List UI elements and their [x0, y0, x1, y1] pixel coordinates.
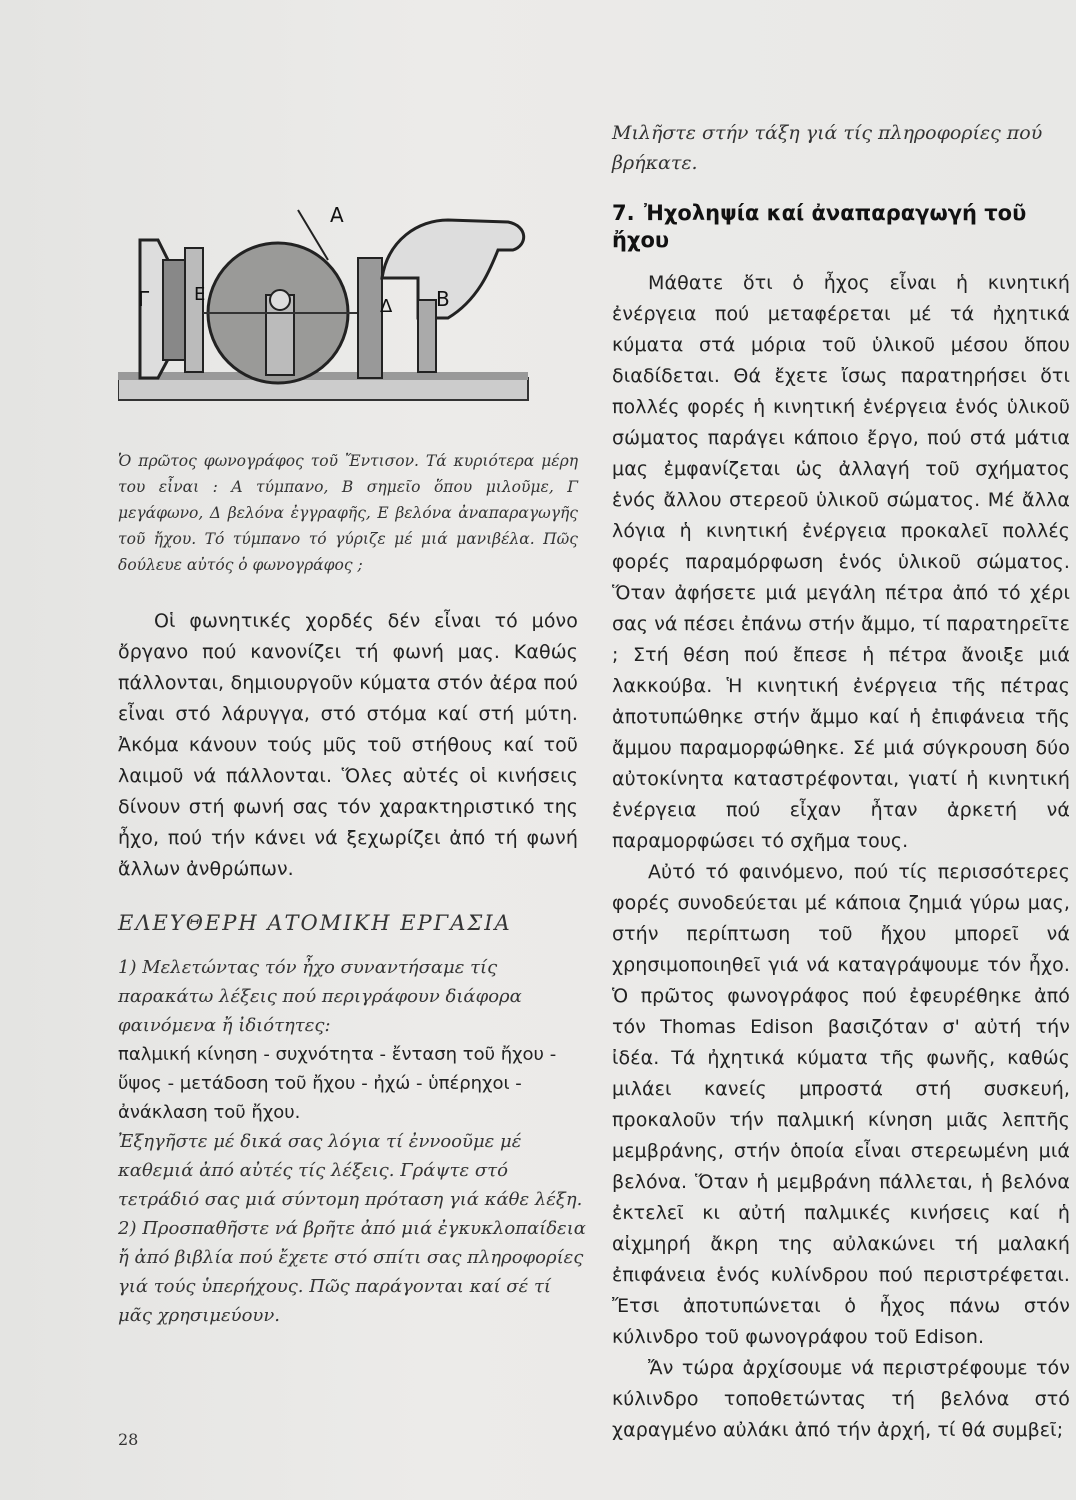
task2-text: 2) Προσπαθῆστε νά βρῆτε ἀπό μιά ἐγκυκλοπαίδεια ἤ ἀπό βιβλία πού ἔχετε στό σπίτι σας πληροφορίες γιά τούς ὑπερήχους. Πῶς παράγονται καί σέ τί μᾶς χρησιμεύουν.	[118, 1218, 586, 1326]
left-column	[118, 200, 588, 1330]
page-number: 28	[118, 1430, 139, 1449]
right-column	[612, 118, 1070, 1446]
task1-instructions: Ἐξηγῆστε μέ δικά σας λόγια τί ἐννοοῦμε μέ καθεμιά ἀπό αὐτές τίς λέξεις. Γράψτε στό τετράδιό σας μιά σύντομη πρόταση γιά κάθε λέξη.	[118, 1131, 583, 1210]
figure-caption: Ὁ πρῶτος φωνογράφος τοῦ Ἔντισον. Τά κυριότερα μέρη του εἶναι : Α τύμπανο, Β σημεῖο ὅπου μιλοῦμε, Γ μεγάφωνο, Δ βελόνα ἐγγραφῆς, Ε βελόνα ἀναπαραγωγῆς τοῦ ἤχου. Τό τύμπανο τό γύριζε μέ μιά μανιβέλα. Πῶς δούλευε αὐτός ὁ φωνογράφος ;	[118, 452, 578, 574]
task1-words: παλμική κίνηση - συχνότητα - ἔνταση τοῦ ἤχου - ὕψος - μετάδοση τοῦ ἤχου - ἠχώ - ὑπέρηχοι - ἀνάκλαση τοῦ ἤχου.	[118, 1044, 557, 1123]
task1-intro: 1) Μελετώντας τόν ἦχο συναντήσαμε τίς παρακάτω λέξεις πού περιγράφουν διάφορα φαινόμενα ἤ ἰδιότητες:	[118, 957, 522, 1036]
phonograph-illustration	[118, 200, 498, 420]
label-E: Ε	[194, 284, 206, 305]
label-B: Β	[436, 287, 450, 311]
energy-paragraph: Μάθατε ὅτι ὁ ἦχος εἶναι ἡ κινητική ἐνέργεια πού μεταφέρεται μέ τά ἠχητικά κύματα στά μόρια τοῦ ὑλικοῦ μέσου ὅπου διαδίδεται. Θά ἔχετε ἴσως παρατηρήσει ὅτι πολλές φορές ἡ κινητική ἐνέργεια ἑνός ὑλικοῦ σώματος παράγει κάποιο ἔργο, πού στά μάτια μας ἐμφανίζεται ὡς ἀλλαγή τοῦ σχήματος ἑνός ἄλλου στερεοῦ ὑλικοῦ σώματος. Μέ ἄλλα λόγια ἡ κινητική ἐνέργεια προκαλεῖ πολλές φορές παραμόρφωση ἑνός ὑλικοῦ σώματος. Ὅταν ἀφήσετε μιά μεγάλη πέτρα ἀπό τό χέρι σας νά πέσει ἐπάνω στήν ἄμμο, τί παρατηρεῖτε ; Στή θέση πού ἔπεσε ἡ πέτρα ἄνοιξε μιά λακκούβα. Ἡ κινητική ἐνέργεια τῆς πέτρας ἀποτυπώθηκε στήν ἄμμο καί ἡ ἐπιφάνεια τῆς ἄμμου παραμορφώθηκε. Σέ μιά σύγκρουση δύο αὐτοκίνητα καταστρέφονται, γιατί ἡ κινητική ἐνέργεια πού εἶχαν ἦταν ἀρκετή νά παραμορφώσει τό σχῆμα τους.	[612, 272, 1070, 852]
label-G: Γ	[138, 287, 150, 311]
section-title: Ἠχοληψία καί ἀναπαραγωγή τοῦ ἤχου	[612, 201, 1027, 252]
section-heading	[612, 200, 1070, 254]
label-D: Δ	[380, 296, 393, 317]
section-number: 7.	[612, 201, 635, 225]
label-A: Α	[330, 203, 344, 227]
phonograph-drawing	[118, 200, 578, 420]
voice-paragraph: Οἱ φωνητικές χορδές δέν εἶναι τό μόνο ὄργανο πού κανονίζει τή φωνή μας. Καθώς πάλλονται, δημιουργοῦν κύματα στόν ἀέρα πού εἶναι στό λάρυγγα, στό στόμα καί στή μύτη. Ἀκόμα κάνουν τούς μῦς τοῦ στήθους καί τοῦ λαιμοῦ νά πάλλονται. Ὅλες αὐτές οἱ κινήσεις δίνουν στή φωνή σας τόν χαρακτηριστικό της ἦχο, πού τήν κάνει νά ξεχωρίζει ἀπό τή φωνή ἄλλων ἀνθρώπων.	[118, 610, 578, 880]
exercise-heading: ΕΛΕΥΘΕΡΗ ΑΤΟΜΙΚΗ ΕΡΓΑΣΙΑ	[118, 911, 512, 935]
phonograph-paragraph: Αὐτό τό φαινόμενο, πού τίς περισσότερες φορές συνοδεύεται μέ κάποια ζημιά γύρω μας, στήν περίπτωση τοῦ ἤχου μπορεῖ νά χρησιμοποιηθεῖ γιά νά καταγράψουμε τόν ἦχο. Ὁ πρῶτος φωνογράφος πού ἐφευρέθηκε ἀπό τόν Thomas Edison βασιζόταν σ' αὐτή τήν ἰδέα. Τά ἠχητικά κύματα τῆς φωνῆς, καθώς μιλάει κανείς μπροστά στή συσκευή, προκαλοῦν τήν παλμική κίνηση μιᾶς λεπτῆς μεμβράνης, στήν ὁποία εἶναι στερεωμένη μιά βελόνα. Ὅταν ἡ μεμβράνη πάλλεται, ἡ βελόνα ἐκτελεῖ κι αὐτή παλμικές κινήσεις καί ἡ αἰχμηρή ἄκρη της αὐλακώνει τή μαλακή ἐπιφάνεια ἑνός κυλίνδρου πού περιστρέφεται. Ἔτσι ἀποτυπώνεται ὁ ἦχος πάνω στόν κύλινδρο τοῦ φωνογράφου τοῦ Edison.	[612, 861, 1070, 1348]
discussion-prompt: Μιλῆστε στήν τάξη γιά τίς πληροφορίες πού βρήκατε.	[612, 122, 1043, 174]
question-paragraph: Ἄν τώρα ἀρχίσουμε νά περιστρέφουμε τόν κύλινδρο τοποθετώντας τή βελόνα στό χαραγμένο αὐλάκι ἀπό τήν ἀρχή, τί θά συμβεῖ;	[612, 1357, 1070, 1441]
